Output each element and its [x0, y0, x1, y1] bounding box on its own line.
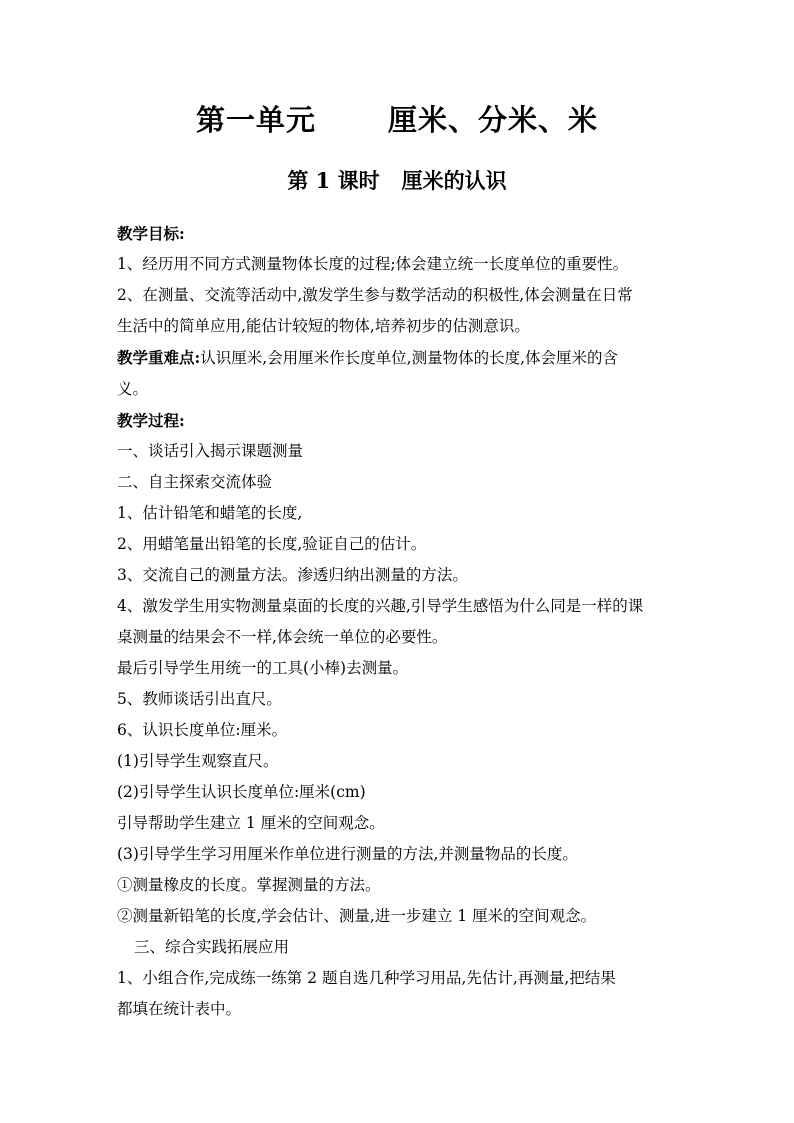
step-6: 6、认识长度单位:厘米。 [117, 721, 288, 739]
circle-step-1: ①测量橡皮的长度。掌握测量的方法。 [117, 876, 381, 894]
objectives-heading: 教学目标: [117, 224, 185, 243]
section-3: 三、综合实践拓展应用 [134, 938, 290, 956]
section-1: 一、谈话引入揭示课题测量 [117, 442, 304, 460]
sub-step-2-note: 引导帮助学生建立 1 厘米的空间观念。 [117, 814, 385, 832]
objective-1: 1、经历用不同方式测量物体长度的过程;体会建立统一长度单位的重要性。 [117, 255, 629, 273]
step-3: 3、交流自己的测量方法。渗透归纳出测量的方法。 [117, 566, 468, 584]
practice-1-line-2: 都填在统计表中。 [117, 1000, 242, 1018]
section-2: 二、自主探索交流体验 [117, 473, 273, 491]
key-points-label: 教学重难点: [117, 348, 201, 367]
sub-step-2: (2)引导学生认识长度单位:厘米(cm) [117, 783, 366, 801]
process-heading: 教学过程: [117, 411, 185, 430]
practice-1-line-1: 1、小组合作,完成练一练第 2 题自选几种学习用品,先估计,再测量,把结果 [117, 969, 616, 987]
lesson-label: 第 1 课时 [287, 168, 380, 193]
sub-step-1: (1)引导学生观察直尺。 [117, 752, 279, 770]
unit-topic: 厘米、分米、米 [388, 103, 599, 137]
key-points-line-2: 义。 [117, 380, 149, 398]
circle-step-2: ②测量新铅笔的长度,学会估计、测量,进一步建立 1 厘米的空间观念。 [117, 907, 597, 925]
objective-2-line-1: 2、在测量、交流等活动中,激发学生参与数学活动的积极性,体会测量在日常 [117, 286, 633, 304]
step-2: 2、用蜡笔量出铅笔的长度,验证自己的估计。 [117, 535, 427, 553]
document-body [117, 218, 679, 1025]
unit-title [0, 98, 794, 139]
step-4-line-2: 桌测量的结果会不一样,体会统一单位的必要性。 [117, 628, 448, 646]
sub-step-3: (3)引导学生学习用厘米作单位进行测量的方法,并测量物品的长度。 [117, 845, 578, 863]
unit-label: 第一单元 [195, 103, 316, 137]
lesson-title [0, 165, 794, 195]
objective-2-line-2: 生活中的简单应用,能估计较短的物体,培养初步的估测意识。 [117, 317, 530, 335]
step-4-line-3: 最后引导学生用统一的工具(小棒)去测量。 [117, 659, 409, 677]
step-5: 5、教师谈话引出直尺。 [117, 690, 282, 708]
step-1: 1、估计铅笔和蜡笔的长度, [117, 504, 303, 522]
key-points-line-1 [117, 342, 679, 374]
lesson-topic: 厘米的认识 [401, 168, 507, 193]
key-points-text: 认识厘米,会用厘米作长度单位,测量物体的长度,体会厘米的含 [200, 349, 619, 367]
step-4-line-1: 4、激发学生用实物测量桌面的长度的兴趣,引导学生感悟为什么同是一样的课 [117, 597, 644, 615]
